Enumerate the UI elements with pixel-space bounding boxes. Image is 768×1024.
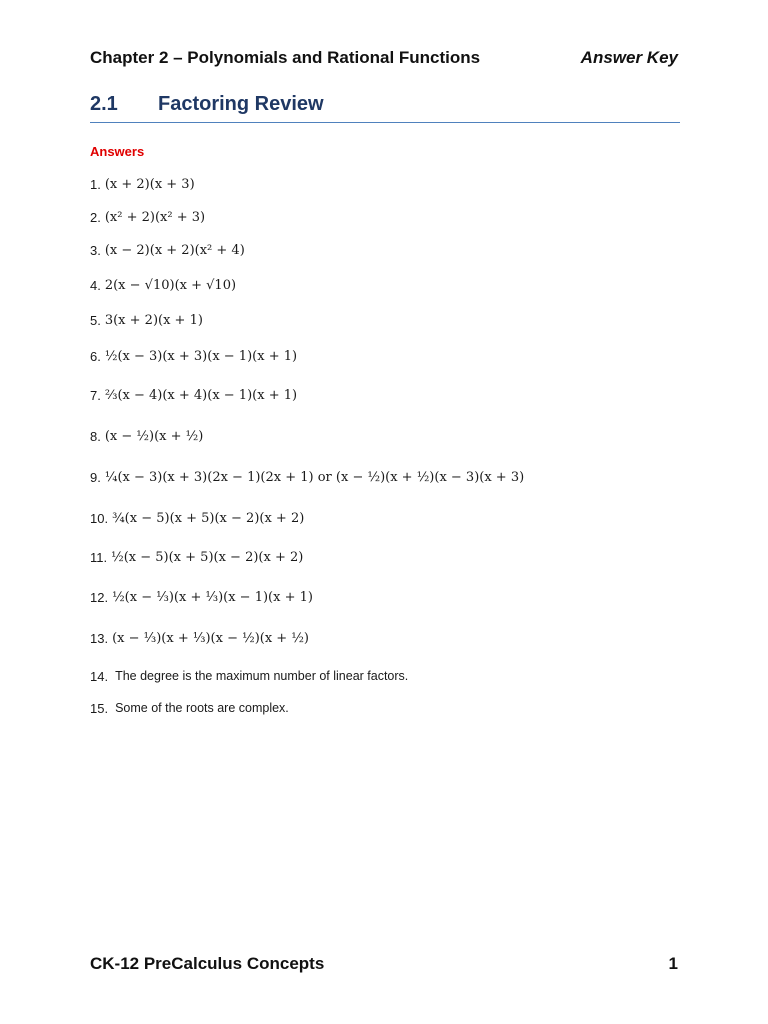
answer-expression: (x + 2)(x + 3) — [104, 176, 195, 192]
answer-number: 2. — [90, 209, 101, 225]
answer-number: 6. — [90, 348, 101, 364]
answer-number: 3. — [90, 242, 101, 258]
answer-number: 9. — [90, 469, 101, 485]
answer-expression: (x − 2)(x + 2)(x² + 4) — [104, 242, 245, 258]
answer-expression: 2(x − √10)(x + √10) — [104, 277, 237, 293]
answer-expression: 3(x + 2)(x + 1) — [104, 312, 203, 328]
answer-number: 4. — [90, 277, 101, 293]
answer-item-5 — [90, 306, 203, 334]
answer-item-11 — [90, 543, 303, 571]
answer-item-10 — [90, 504, 304, 532]
answer-number: 13. — [90, 630, 109, 646]
answer-expression: (x − ⅓)(x + ⅓)(x − ½)(x + ½) — [112, 630, 310, 646]
answer-expression: (x − ½)(x + ½) — [104, 428, 204, 444]
answer-item-8 — [90, 422, 203, 450]
page-number: 1 — [668, 954, 678, 973]
answer-item-13 — [90, 624, 309, 652]
section-title: Factoring Review — [158, 93, 324, 115]
answer-number: 12. — [90, 589, 109, 605]
answer-item-6 — [90, 342, 297, 370]
answer-item-2 — [90, 203, 205, 231]
footer-book-title: CK-12 PreCalculus Concepts — [90, 954, 325, 973]
answer-item-3 — [90, 236, 245, 264]
answer-number: 1. — [90, 176, 101, 192]
answer-expression: ⅔(x − 4)(x + 4)(x − 1)(x + 1) — [104, 387, 298, 403]
answer-item-1 — [90, 170, 195, 198]
section-number: 2.1 — [90, 93, 118, 115]
answer-item-4 — [90, 271, 236, 299]
answer-number: 11. — [90, 549, 108, 565]
answer-number: 15. — [90, 700, 109, 716]
answers-label: Answers — [90, 144, 145, 159]
answer-item-15 — [90, 694, 289, 722]
answer-text: Some of the roots are complex. — [115, 701, 289, 715]
answer-expression: ¼(x − 3)(x + 3)(2x − 1)(2x + 1) or (x − ½)(x + ½)(x − 3)(x + 3) — [104, 469, 525, 485]
answer-expression: ½(x − ⅓)(x + ⅓)(x − 1)(x + 1) — [112, 589, 313, 605]
answer-number: 14. — [90, 668, 109, 684]
answer-number: 10. — [90, 510, 109, 526]
answer-item-14 — [90, 662, 408, 690]
answer-item-9 — [90, 463, 524, 491]
section-heading — [90, 93, 680, 123]
answer-text: The degree is the maximum number of linear factors. — [115, 669, 409, 683]
answer-item-7 — [90, 381, 297, 409]
answer-number: 7. — [90, 387, 101, 403]
answer-expression: (x² + 2)(x² + 3) — [104, 209, 206, 225]
answer-expression: ½(x − 3)(x + 3)(x − 1)(x + 1) — [104, 348, 298, 364]
answer-number: 8. — [90, 428, 101, 444]
answer-item-12 — [90, 583, 313, 611]
answer-key-label: Answer Key — [580, 48, 678, 67]
chapter-title: Chapter 2 – Polynomials and Rational Functions — [90, 48, 481, 67]
answer-number: 5. — [90, 312, 101, 328]
answer-expression: ¾(x − 5)(x + 5)(x − 2)(x + 2) — [112, 510, 305, 526]
answer-expression: ½(x − 5)(x + 5)(x − 2)(x + 2) — [111, 549, 304, 565]
